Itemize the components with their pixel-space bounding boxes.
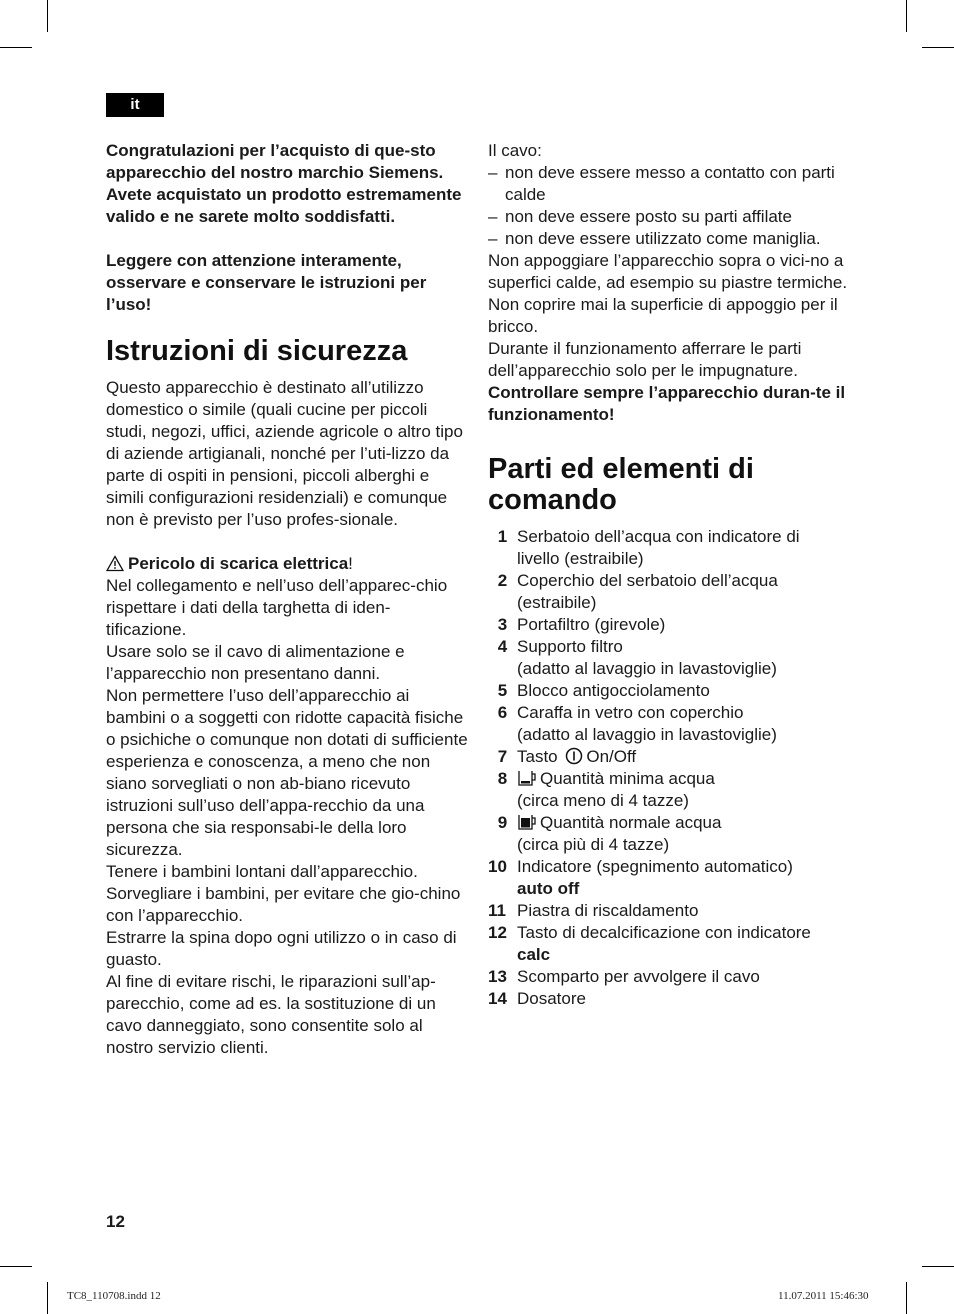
list-item: 7 Tasto On/Off <box>497 747 637 766</box>
list-item: 9 Quantità normale acqua (circa più di 4 tazze) <box>497 813 722 854</box>
crop-mark <box>922 1266 954 1267</box>
list-item: 12 Tasto di decalcificazione con indicatore calc <box>488 923 811 964</box>
list-item: 11 Piastra di riscaldamento <box>488 901 699 920</box>
left-column <box>106 140 468 1059</box>
intro-read-instructions: Leggere con attenzione interamente, osservare e conservare le istruzioni per l’uso! <box>106 251 427 314</box>
list-item: 1 Serbatoio dell’acqua con indicatore di livello (estraibile) <box>497 527 800 568</box>
list-item: 14 Dosatore <box>488 989 586 1008</box>
warning-triangle-icon <box>106 555 124 572</box>
warning-title: Pericolo di scarica elettrica <box>128 554 349 573</box>
warning-paragraph: Non permettere l’uso dell’apparecchio ai bambini o a soggetti con ridotte capacità fisiche o psichiche o comunque non dotati di sufficiente esperienza e conoscenza, a meno che non siano sorvegliati o non ab-biano ricevuto istruzioni sull’uso dell’appa-recchio da una persona che sia responsabi-le della loro sicurezza. <box>106 686 468 859</box>
intro-congrats: Congratulazioni per l’acquisto di que-sto apparecchio del nostro marchio Siemens. Avete acquistato un prodotto estremamente valido e ne sarete molto soddisfatti. <box>106 141 462 226</box>
list-item: 10 Indicatore (spegnimento automatico) auto off <box>488 857 793 898</box>
min-water-icon <box>517 769 537 787</box>
dash-item: – non deve essere utilizzato come maniglia. <box>488 229 821 248</box>
list-item: 8 Quantità minima acqua (circa meno di 4 tazze) <box>497 769 715 810</box>
page-number: 12 <box>106 1212 125 1231</box>
list-item: 5 Blocco antigocciolamento <box>497 681 710 700</box>
normal-water-icon <box>517 813 537 831</box>
warning-paragraph: Nel collegamento e nell’uso dell’apparec-chio rispettare i dati della targhetta di iden-tificazione. <box>106 576 448 639</box>
warning-paragraph: Tenere i bambini lontani dall’apparecchio. <box>106 862 418 881</box>
dash-item: – non deve essere posto su parti affilate <box>488 207 792 226</box>
dash-item: – non deve essere messo a contatto con parti calde <box>488 163 835 204</box>
list-item: 4 Supporto filtro (adatto al lavaggio in lavastoviglie) <box>497 637 777 678</box>
safety-paragraph: Durante il funzionamento afferrare le parti dell’apparecchio solo per le impugnature. <box>488 339 802 380</box>
list-item: 13 Scomparto per avvolgere il cavo <box>488 967 760 986</box>
crop-mark <box>47 1282 48 1314</box>
crop-mark <box>47 0 48 32</box>
intended-use-paragraph: Questo apparecchio è destinato all’utilizzo domestico o simile (quali cucine per piccoli studi, negozi, uffici, aziende agricole o altro tipo di aziende artigianali, nonché per l’uti-lizzo da parte di ospiti in pensioni, piccoli alberghi e simili configurazioni residenziali) e comunque non è previsto per l’uso profes-sionale. <box>106 378 463 529</box>
footer-file: TC8_110708.indd 12 <box>67 1290 161 1302</box>
list-item: 3 Portafiltro (girevole) <box>497 615 666 634</box>
crop-mark <box>922 47 954 48</box>
crop-mark <box>906 0 907 32</box>
parts-heading: Parti ed elementi di comando <box>488 453 754 516</box>
warning-paragraph: Sorvegliare i bambini, per evitare che gio-chino con l’apparecchio. <box>106 884 461 925</box>
warning-line <box>106 553 468 575</box>
warning-paragraph: Usare solo se il cavo di alimentazione e l’apparecchio non presentano danni. <box>106 642 405 683</box>
warning-paragraph: Estrarre la spina dopo ogni utilizzo o in caso di guasto. <box>106 928 457 969</box>
warning-exclamation: ! <box>348 554 353 573</box>
footer-timestamp: 11.07.2011 15:46:30 <box>778 1290 869 1302</box>
safety-paragraph-bold: Controllare sempre l’apparecchio duran-te il funzionamento! <box>488 383 846 424</box>
warning-paragraph: Al fine di evitare rischi, le riparazioni sull’ap-parecchio, come ad es. la sostituzione di un cavo danneggiato, sono consentite solo al nostro servizio clienti. <box>106 972 436 1057</box>
list-item: 2 Coperchio del serbatoio dell’acqua (estraibile) <box>497 571 778 612</box>
crop-mark <box>0 47 32 48</box>
crop-mark <box>906 1282 907 1314</box>
list-item: 6 Caraffa in vetro con coperchio (adatto al lavaggio in lavastoviglie) <box>497 703 777 744</box>
language-tab: it <box>106 93 164 117</box>
safety-heading: Istruzioni di sicurezza <box>106 335 408 367</box>
safety-paragraph: Non coprire mai la superficie di appoggio per il bricco. <box>488 295 838 336</box>
parts-list <box>488 526 858 1010</box>
safety-paragraph: Non appoggiare l’apparecchio sopra o vici-no a superfici calde, ad esempio su piastre termiche. <box>488 251 848 292</box>
cable-label: Il cavo: <box>488 141 542 160</box>
crop-mark <box>0 1266 32 1267</box>
power-icon <box>565 747 583 765</box>
right-column <box>488 140 858 1010</box>
